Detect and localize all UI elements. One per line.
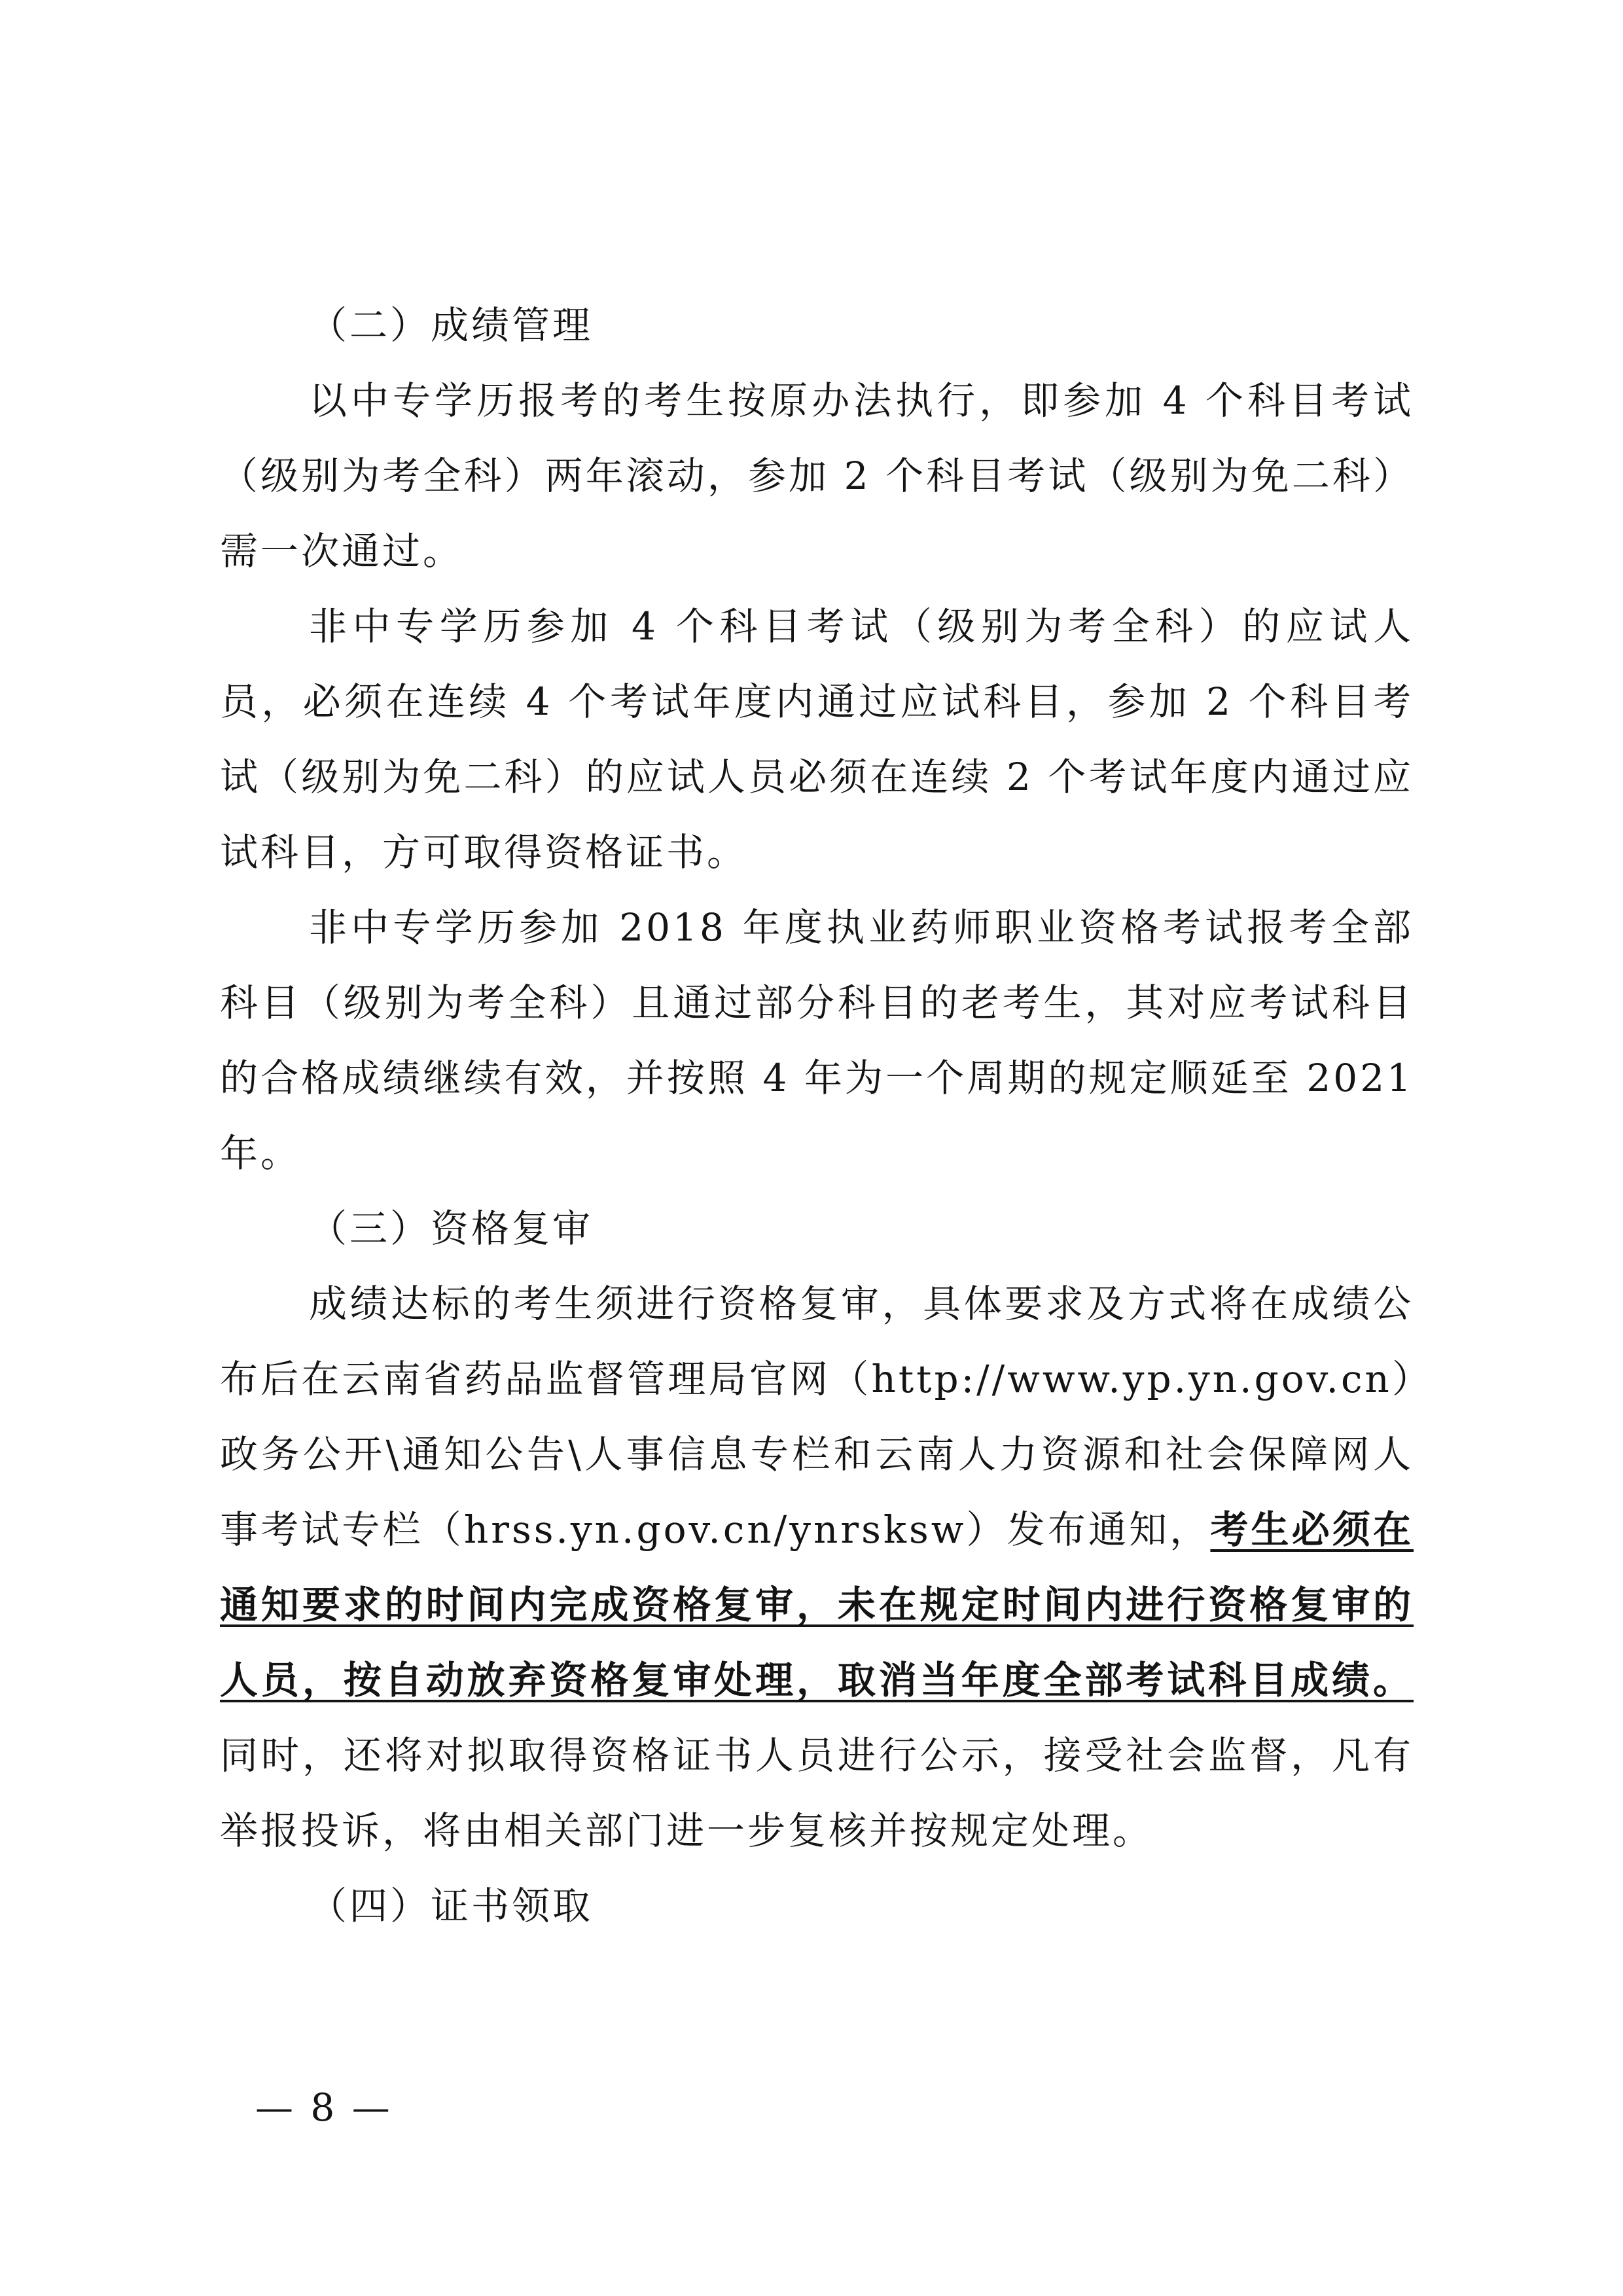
section-heading-qualification-review: （三）资格复审 [309,1206,594,1251]
review-text-outro: 同时，还将对拟取得资格证书人员进行公示，接受社会监督，凡有举报投诉，将由相关部门进一步复核并按规定处理。 [220,1733,1414,1853]
paragraph-secondary-school-rule: 以中专学历报考的考生按原办法执行，即参加 4 个科目考试（级别为考全科）两年滚动，参加 2 个科目考试（级别为免二科）需一次通过。 [220,378,1414,573]
review-text-intro: 成绩达标的考生须进行资格复审，具体要求及方式将在成绩公布后在云南省药品监督管理局官网（http://www.yp.yn.gov.cn）政务公开\通知公告\人事信息专栏和云南人力资源和社会保障网人事考试专栏（hrss.yn.gov.cn/ynrsksw）发布通知， [220,1282,1414,1552]
section-heading-certificate-collection: （四）证书领取 [309,1884,594,1928]
document-body [220,288,1414,1944]
paragraph-non-secondary-rule: 非中专学历参加 4 个科目考试（级别为考全科）的应试人员，必须在连续 4 个考试年度内通过应试科目，参加 2 个科目考试（级别为免二科）的应试人员必须在连续 2 个考试年度内通过应试科目，方可取得资格证书。 [220,604,1414,874]
review-text-emphasis: 考生必须在通知要求的时间内完成资格复审，未在规定时间内进行资格复审的人员，按自动放弃资格复审处理，取消当年度全部考试科目成绩。 [220,1507,1414,1702]
paragraph-2018-candidates-rule: 非中专学历参加 2018 年度执业药师职业资格考试报考全部科目（级别为考全科）且通过部分科目的老考生，其对应考试科目的合格成绩继续有效，并按照 4 年为一个周期的规定顺延至 2021 年。 [220,905,1414,1175]
page-number: — 8 — [255,2085,393,2130]
section-heading-score-management: （二）成绩管理 [309,303,594,348]
paragraph-qualification-review [220,1266,1414,1869]
